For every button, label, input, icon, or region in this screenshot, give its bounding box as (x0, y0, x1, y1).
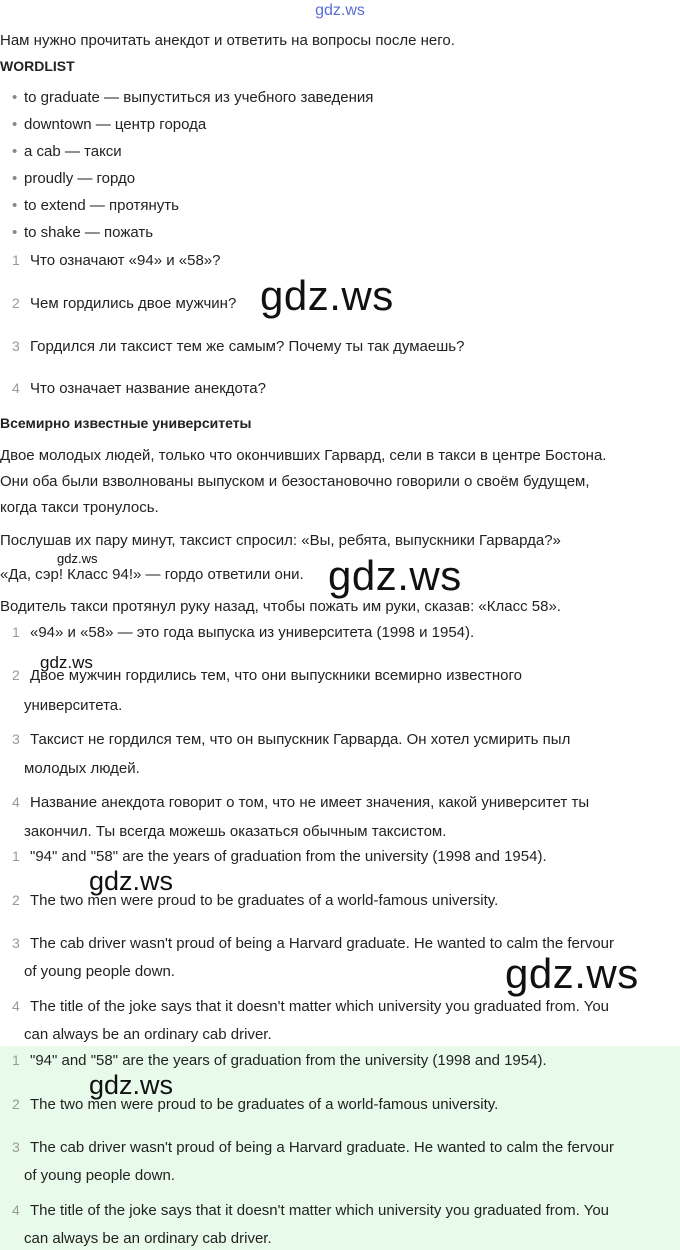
answer-highlight-item: 3 The cab driver wasn't proud of being a Harvard graduate. He wanted to calm the fervour (12, 1139, 615, 1156)
answer-en-item: 1 "94" and "58" are the years of graduation from the university (1998 and 1954). (12, 848, 547, 865)
question-item: 4 Что означает название анекдота? (12, 380, 266, 397)
wordlist-item: • to graduate — выпуститься из учебного заведения (12, 89, 374, 106)
watermark-large: gdz.ws (260, 272, 394, 319)
answer-highlight-continuation: can always be an ordinary cab driver. (24, 1230, 272, 1247)
wordlist-item: • a cab — такси (12, 143, 122, 160)
answer-en-item: 2 The two men were proud to be graduates of a world-famous university. (12, 892, 499, 909)
wordlist-item: • to extend — протянуть (12, 197, 179, 214)
answer-ru-continuation: закончил. Ты всегда можешь оказаться обычным таксистом. (24, 823, 447, 840)
answer-en-item: 3 The cab driver wasn't proud of being a Harvard graduate. He wanted to calm the fervour (12, 935, 615, 952)
answer-ru-item: 2 Двое мужчин гордились тем, что они выпускники всемирно известного (12, 667, 522, 684)
wordlist-item: • to shake — пожать (12, 224, 154, 241)
wordlist-title: WORDLIST (0, 58, 75, 74)
question-item: 3 Гордился ли таксист тем же самым? Почему ты так думаешь? (12, 338, 465, 355)
answer-ru-continuation: университета. (24, 697, 123, 714)
story-line: когда такси тронулось. (0, 499, 159, 516)
answer-highlight-item: 2 The two men were proud to be graduates of a world-famous university. (12, 1096, 499, 1113)
answer-highlight-item: 1 "94" and "58" are the years of graduation from the university (1998 and 1954). (12, 1052, 547, 1069)
wordlist-item: • downtown — центр города (12, 116, 207, 133)
answer-en-continuation: can always be an ordinary cab driver. (24, 1026, 272, 1043)
question-item: 1 Что означают «94» и «58»? (12, 252, 221, 269)
answer-ru-item: 1 «94» и «58» — это года выпуска из университета (1998 и 1954). (12, 624, 475, 641)
answer-en-continuation: of young people down. (24, 963, 175, 980)
answer-highlight-item: 4 The title of the joke says that it doesn't matter which university you graduated from. You (12, 1202, 610, 1219)
watermark-large: gdz.ws (505, 950, 639, 997)
story-line: «Да, сэр! Класс 94!» — гордо ответили они. (0, 566, 304, 583)
watermark-medium: gdz.ws (89, 1070, 174, 1100)
answer-ru-item: 4 Название анекдота говорит о том, что не имеет значения, какой университет ты (12, 794, 590, 811)
story-line: Двое молодых людей, только что окончивших Гарвард, сели в такси в центре Бостона. (0, 447, 607, 464)
story-title: Всемирно известные университеты (0, 415, 252, 431)
watermark-small: gdz.ws (57, 551, 98, 566)
watermark-large: gdz.ws (328, 552, 462, 599)
answer-en-item: 4 The title of the joke says that it doesn't matter which university you graduated from. You (12, 998, 610, 1015)
intro-text: Нам нужно прочитать анекдот и ответить на вопросы после него. (0, 32, 455, 49)
story-line: Послушав их пару минут, таксист спросил: «Вы, ребята, выпускники Гарварда?» (0, 532, 561, 549)
answer-ru-item: 3 Таксист не гордился тем, что он выпускник Гарварда. Он хотел усмирить пыл (12, 731, 571, 748)
wordlist-item: • proudly — гордо (12, 170, 136, 187)
watermark-small: gdz.ws (40, 653, 93, 672)
answer-ru-continuation: молодых людей. (24, 760, 140, 777)
answer-highlight-continuation: of young people down. (24, 1167, 175, 1184)
story-line: Они оба были взволнованы выпуском и безостановочно говорили о своём будущем, (0, 473, 590, 490)
story-line: Водитель такси протянул руку назад, чтобы пожать им руки, сказав: «Класс 58». (0, 598, 561, 615)
header-watermark: gdz.ws (315, 2, 365, 19)
question-item: 2 Чем гордились двое мужчин? (12, 295, 237, 312)
watermark-medium: gdz.ws (89, 866, 174, 896)
